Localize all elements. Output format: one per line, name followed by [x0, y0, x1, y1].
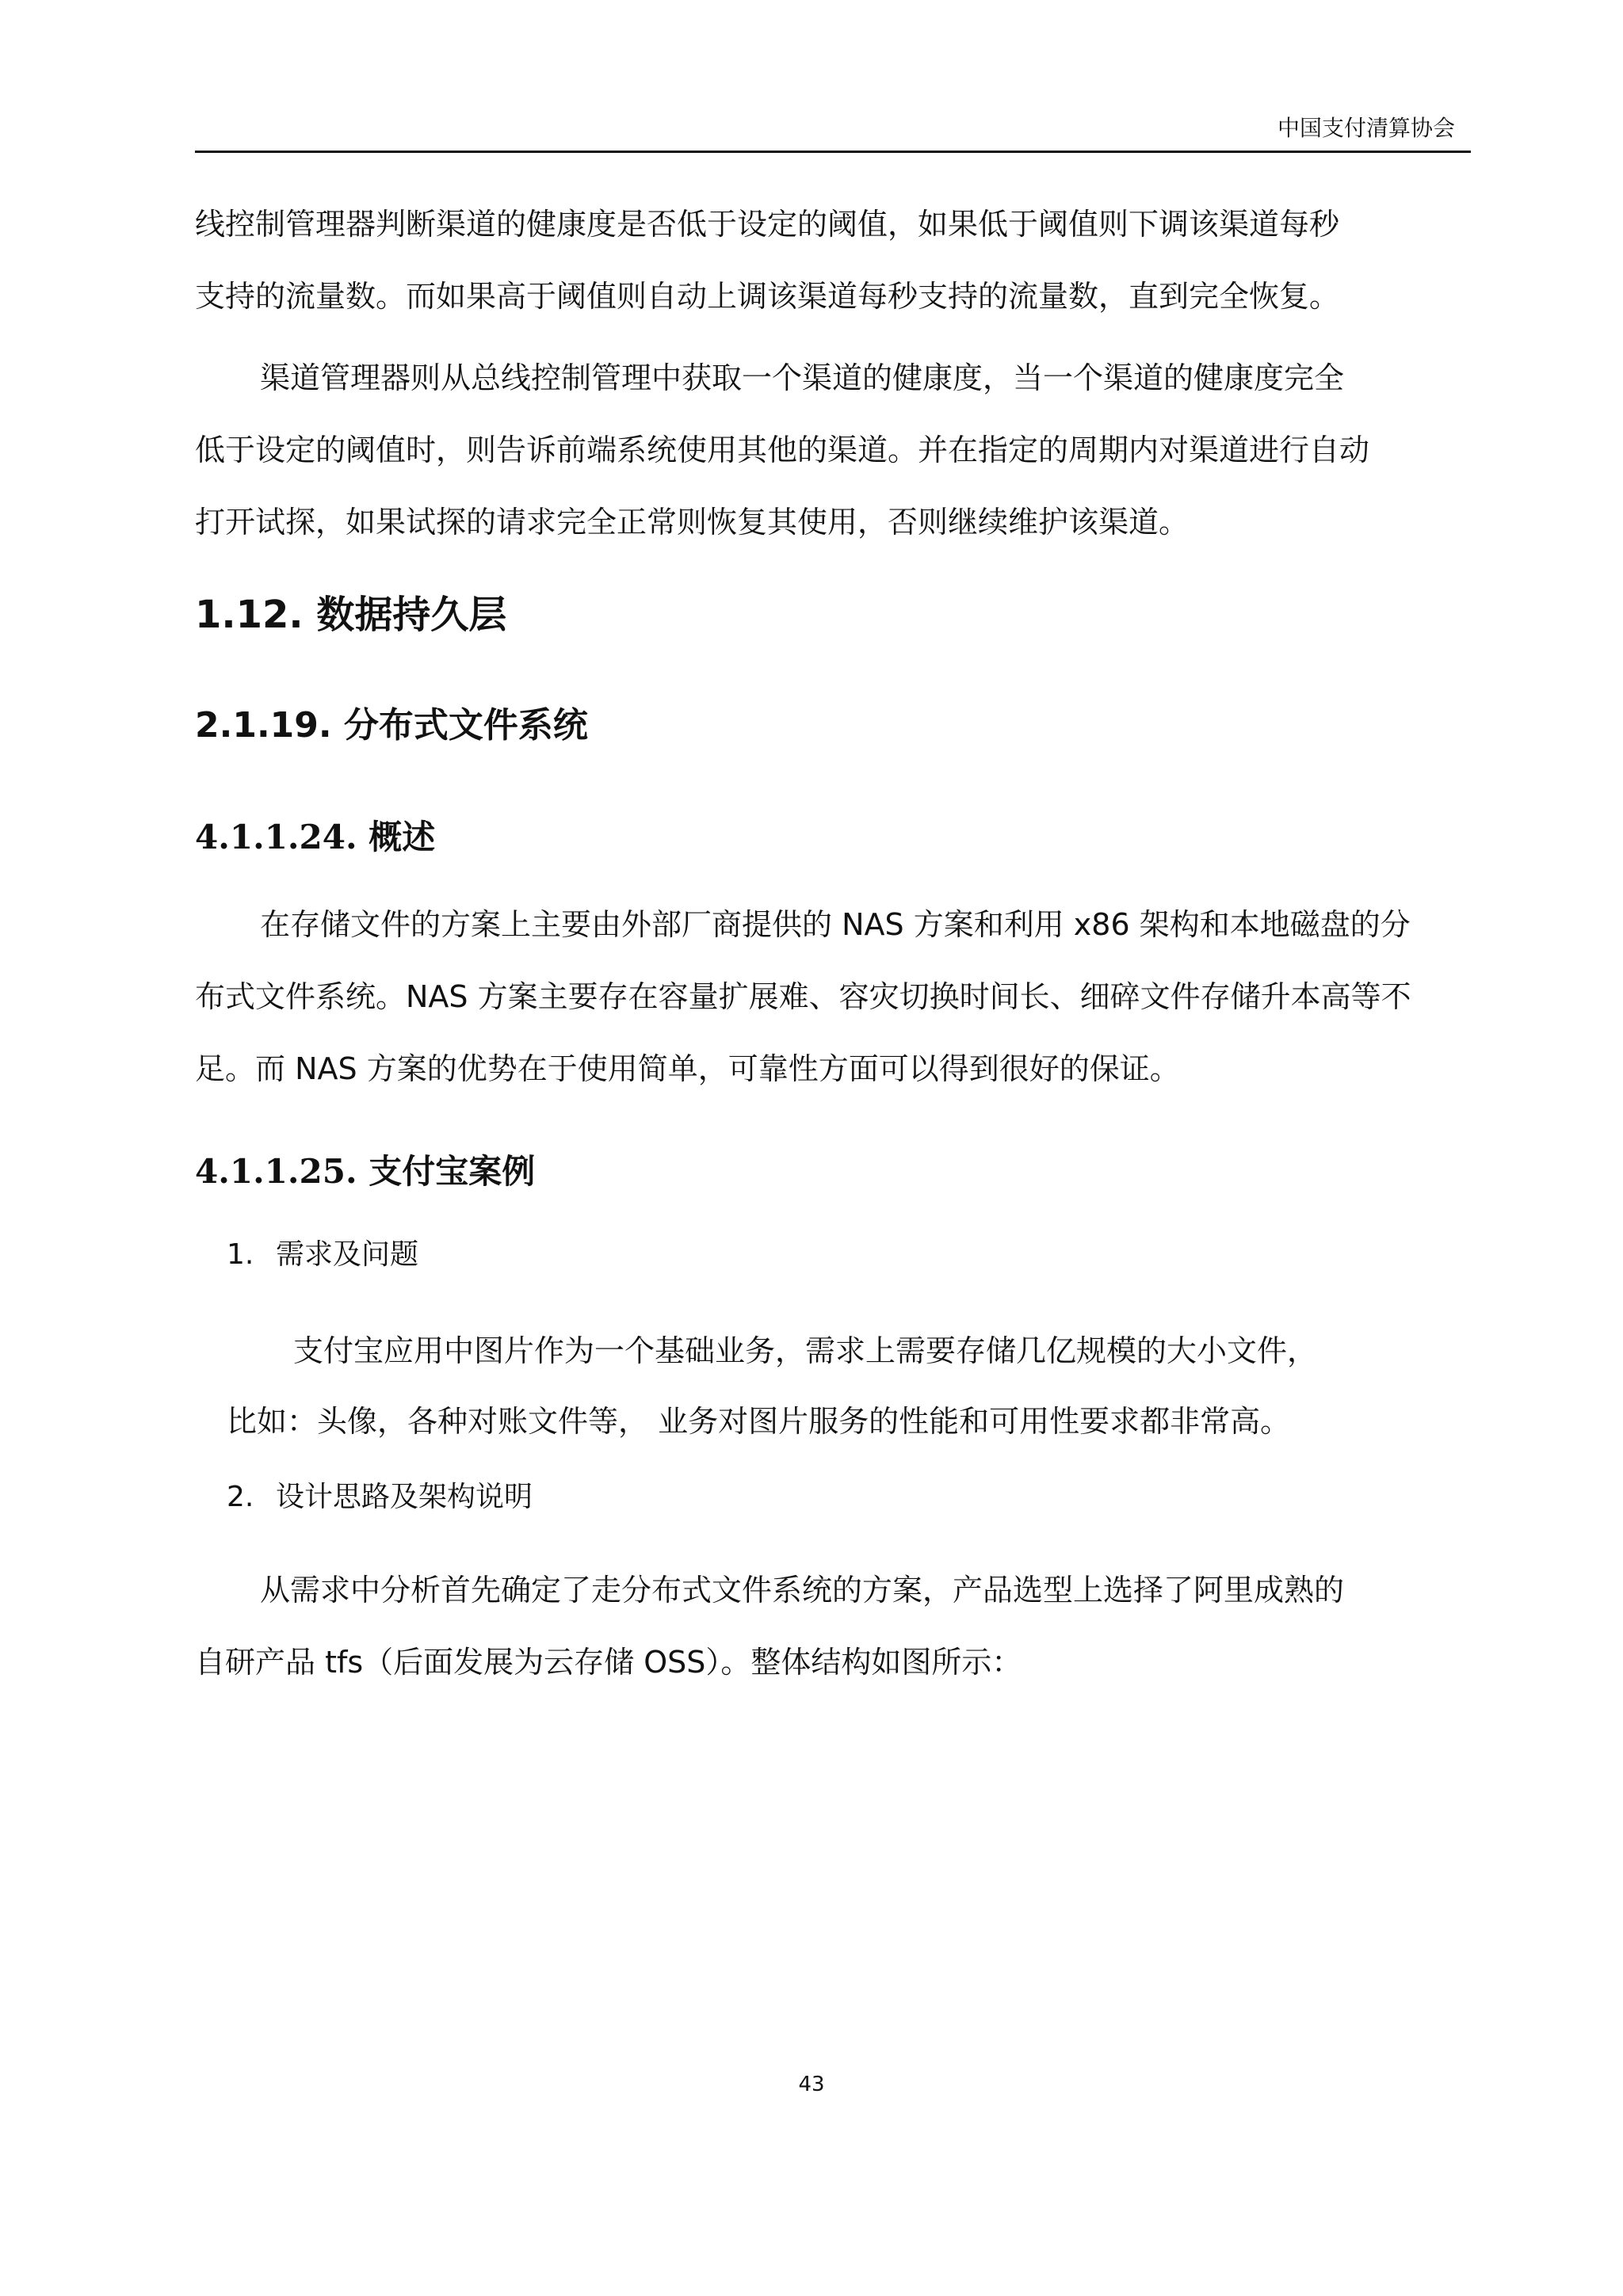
paragraph-line: 自研产品 tfs（后面发展为云存储 OSS）。整体结构如图所示：: [195, 1645, 1022, 1680]
list-marker: 2.: [227, 1481, 254, 1513]
section-heading-1-12: 1.12. 数据持久层: [195, 593, 507, 637]
paragraph-line: 足。而 NAS 方案的优势在于使用简单，可靠性方面可以得到很好的保证。: [195, 1051, 1180, 1086]
section-heading-4-1-1-24: [195, 818, 436, 856]
header-organization-name: 中国支付清算协会: [1277, 115, 1455, 141]
section-heading-4-1-1-25: [195, 1152, 536, 1191]
list-item-label: 需求及问题: [276, 1238, 419, 1271]
page-number: 43: [798, 2073, 825, 2096]
list-item: [227, 1238, 419, 1271]
paragraph-line: 打开试探，如果试探的请求完全正常则恢复其使用，否则继续维护该渠道。: [195, 505, 1190, 540]
section-heading-2-1-19: 2.1.19. 分布式文件系统: [195, 705, 588, 746]
heading-title: 支付宝案例: [369, 1152, 536, 1191]
heading-number: 4.1.1.25.: [195, 1152, 357, 1191]
paragraph-line: 渠道管理器则从总线控制管理中获取一个渠道的健康度，当一个渠道的健康度完全: [260, 360, 1345, 395]
list-item: [227, 1483, 533, 1512]
paragraph-line: 比如：头像，各种对账文件等， 业务对图片服务的性能和可用性要求都非常高。: [227, 1404, 1291, 1439]
heading-title: 概述: [369, 818, 436, 856]
heading-number: 4.1.1.24.: [195, 818, 357, 856]
paragraph-line: 在存储文件的方案上主要由外部厂商提供的 NAS 方案和利用 x86 架构和本地磁盘的分: [260, 907, 1411, 942]
header-rule: [195, 151, 1471, 153]
paragraph-line: 低于设定的阈值时，则告诉前端系统使用其他的渠道。并在指定的周期内对渠道进行自动: [195, 433, 1370, 467]
paragraph-line: 线控制管理器判断渠道的健康度是否低于设定的阈值，如果低于阈值则下调该渠道每秒: [195, 207, 1340, 242]
paragraph-line: 支付宝应用中图片作为一个基础业务，需求上需要存储几亿规模的大小文件，: [293, 1333, 1318, 1368]
paragraph-line: 支持的流量数。而如果高于阈值则自动上调该渠道每秒支持的流量数，直到完全恢复。: [195, 279, 1340, 314]
paragraph-line: 布式文件系统。NAS 方案主要存在容量扩展难、容灾切换时间长、细碎文件存储升本高等不: [195, 979, 1411, 1014]
list-item-label: 设计思路及架构说明: [276, 1481, 533, 1513]
list-marker: 1.: [227, 1238, 254, 1271]
paragraph-line: 从需求中分析首先确定了走分布式文件系统的方案，产品选型上选择了阿里成熟的: [260, 1573, 1345, 1608]
